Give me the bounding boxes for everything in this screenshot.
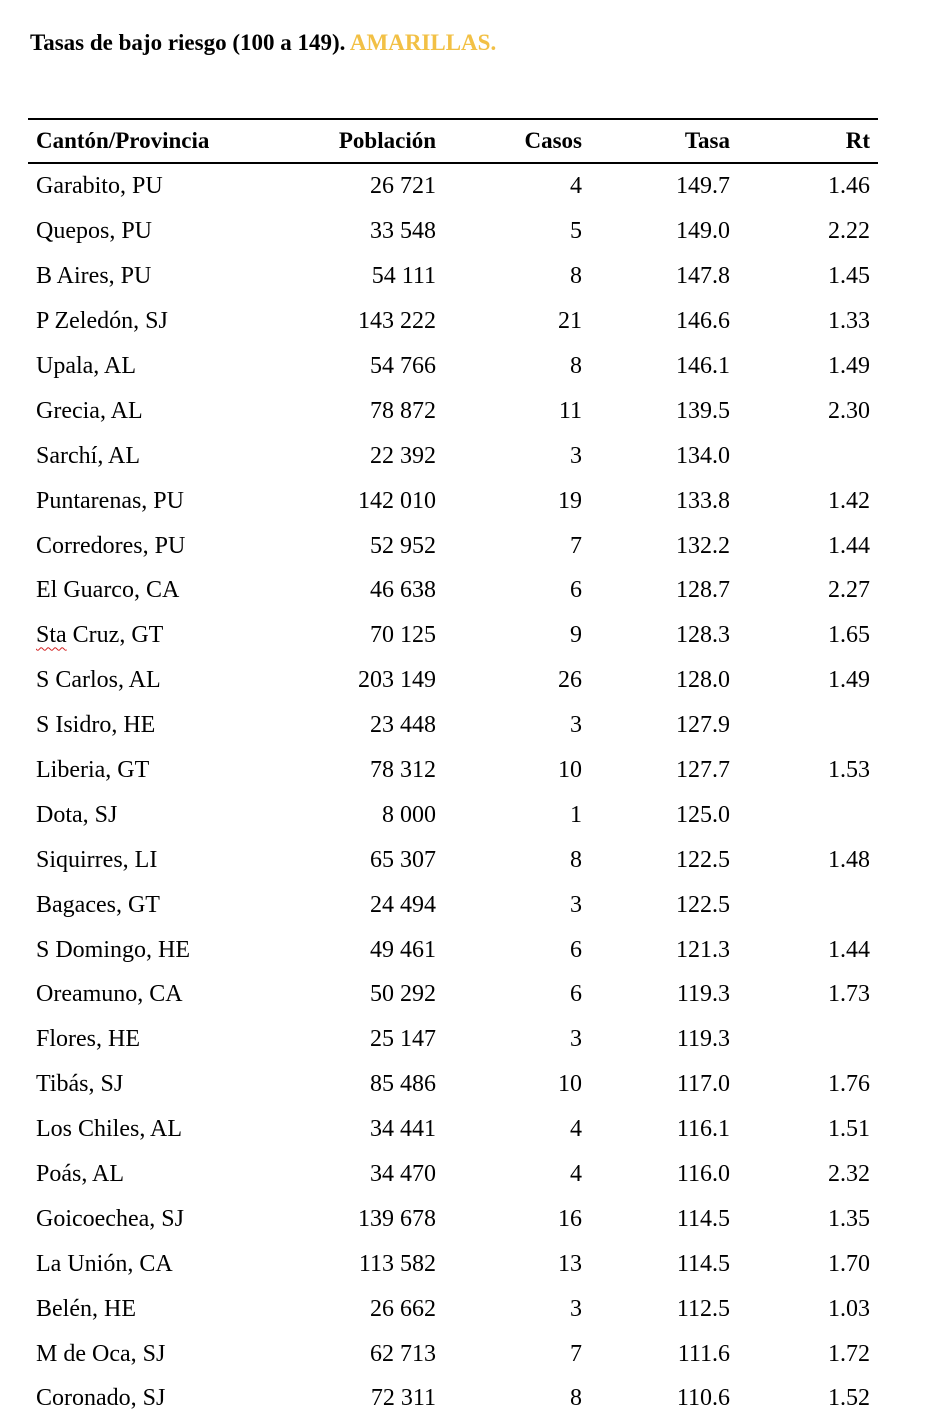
cell-casos: 3 <box>570 1295 582 1322</box>
cell-tasa: 119.3 <box>676 1026 730 1053</box>
cell-tasa: 146.1 <box>676 353 730 379</box>
table-header <box>28 119 878 163</box>
header-rt: Rt <box>845 128 870 153</box>
cell-rt: 1.44 <box>828 936 870 963</box>
cell-rt: 1.65 <box>828 622 870 649</box>
cell-rt: 1.72 <box>828 1340 870 1367</box>
cell-casos: 4 <box>570 1116 582 1143</box>
cell-casos: 1 <box>570 801 582 828</box>
cell-poblacion: 52 952 <box>370 532 436 559</box>
cell-poblacion: 33 548 <box>370 218 436 245</box>
table-row <box>28 478 878 523</box>
cell-casos: 6 <box>570 577 582 604</box>
cell-casos: 10 <box>558 1071 582 1098</box>
cell-tasa: 147.8 <box>676 263 730 290</box>
risk-table <box>28 118 878 1421</box>
cell-casos: 7 <box>570 1340 582 1367</box>
cell-canton: Quepos, PU <box>36 218 153 245</box>
header-tasa: Tasa <box>684 128 730 153</box>
table-row <box>28 748 878 793</box>
cell-rt: 1.76 <box>828 1071 870 1098</box>
table-row <box>28 299 878 344</box>
cell-tasa: 121.3 <box>676 936 730 963</box>
cell-rt: 1.49 <box>828 353 870 379</box>
cell-rt: 1.46 <box>828 173 870 200</box>
cell-tasa: 132.2 <box>676 532 730 559</box>
cell-poblacion: 54 766 <box>370 353 436 379</box>
cell-casos: 6 <box>570 981 582 1008</box>
cell-canton: Oreamuno, CA <box>36 981 183 1008</box>
cell-tasa: 114.5 <box>676 1205 730 1232</box>
cell-poblacion: 85 486 <box>370 1071 436 1098</box>
cell-canton: M de Oca, SJ <box>36 1340 166 1367</box>
spellcheck-word: Sta <box>36 622 67 649</box>
cell-rt: 1.42 <box>828 487 870 514</box>
cell-poblacion: 143 222 <box>358 308 436 335</box>
cell-tasa: 122.5 <box>676 846 730 873</box>
cell-rt: 1.35 <box>828 1205 870 1232</box>
cell-tasa: 119.3 <box>676 981 730 1008</box>
cell-poblacion: 23 448 <box>370 712 436 739</box>
table-row <box>28 209 878 254</box>
cell-casos: 11 <box>558 397 582 424</box>
cell-tasa: 125.0 <box>676 801 730 828</box>
table-row <box>28 523 878 568</box>
cell-poblacion: 62 713 <box>370 1340 436 1367</box>
cell-canton <box>28 613 276 658</box>
cell-poblacion: 70 125 <box>370 622 436 649</box>
cell-rt <box>730 1017 878 1062</box>
table-row <box>28 972 878 1017</box>
header-casos: Casos <box>524 128 582 153</box>
cell-rt <box>730 882 878 927</box>
cell-poblacion: 142 010 <box>358 487 436 514</box>
cell-canton: Coronado, SJ <box>36 1385 166 1412</box>
cell-poblacion: 78 872 <box>370 397 436 424</box>
cell-tasa: 127.9 <box>676 712 730 739</box>
cell-canton: B Aires, PU <box>36 263 152 290</box>
cell-canton: S Carlos, AL <box>36 667 161 694</box>
cell-tasa: 134.0 <box>676 442 730 469</box>
cell-rt: 2.32 <box>828 1161 870 1188</box>
cell-canton: El Guarco, CA <box>36 577 180 604</box>
cell-tasa: 149.7 <box>676 173 730 200</box>
cell-casos: 3 <box>570 442 582 469</box>
cell-tasa: 116.1 <box>676 1116 730 1143</box>
cell-canton: Poás, AL <box>36 1161 125 1188</box>
cell-rt: 1.49 <box>828 667 870 694</box>
cell-tasa: 133.8 <box>676 487 730 514</box>
table-row <box>28 837 878 882</box>
cell-canton: Tibás, SJ <box>36 1071 124 1098</box>
cell-tasa: 146.6 <box>676 308 730 335</box>
cell-poblacion: 26 662 <box>370 1295 436 1322</box>
cell-poblacion: 139 678 <box>358 1205 436 1232</box>
risk-table-container <box>28 118 878 1421</box>
cell-canton: Los Chiles, AL <box>36 1116 183 1143</box>
cell-poblacion: 26 721 <box>370 173 436 200</box>
cell-rt: 1.52 <box>828 1385 870 1412</box>
cell-canton: La Unión, CA <box>36 1250 173 1277</box>
table-row <box>28 1331 878 1376</box>
cell-casos: 8 <box>570 1385 582 1412</box>
title-accent: AMARILLAS. <box>349 30 497 55</box>
cell-rt: 1.44 <box>828 532 870 559</box>
cell-poblacion: 65 307 <box>370 846 436 873</box>
cell-tasa: 114.5 <box>676 1250 730 1277</box>
cell-tasa: 117.0 <box>676 1071 730 1098</box>
table-row <box>28 388 878 433</box>
table-row <box>28 1241 878 1286</box>
cell-rt: 1.73 <box>828 981 870 1008</box>
cell-tasa: 110.6 <box>676 1385 730 1412</box>
cell-casos: 6 <box>570 936 582 963</box>
cell-casos: 19 <box>558 487 582 514</box>
cell-casos: 9 <box>570 622 582 649</box>
table-row <box>28 1286 878 1331</box>
cell-rt: 1.51 <box>828 1116 870 1143</box>
cell-canton: S Domingo, HE <box>36 936 191 963</box>
cell-tasa: 127.7 <box>676 757 730 784</box>
cell-tasa: 111.6 <box>677 1340 730 1367</box>
table-row <box>28 927 878 972</box>
cell-tasa: 112.5 <box>676 1295 730 1322</box>
cell-poblacion: 22 392 <box>370 442 436 469</box>
cell-poblacion: 72 311 <box>370 1385 436 1412</box>
cell-rt <box>730 433 878 478</box>
table-row <box>28 703 878 748</box>
cell-tasa: 139.5 <box>676 397 730 424</box>
cell-rt: 1.45 <box>828 263 870 290</box>
cell-poblacion: 49 461 <box>370 936 436 963</box>
table-row <box>28 1196 878 1241</box>
cell-tasa: 128.3 <box>676 622 730 649</box>
cell-rt: 2.22 <box>828 218 870 245</box>
cell-poblacion: 25 147 <box>370 1026 436 1053</box>
cell-poblacion: 24 494 <box>370 891 436 918</box>
cell-rt: 1.03 <box>828 1295 870 1322</box>
cell-casos: 16 <box>558 1205 582 1232</box>
cell-casos: 5 <box>570 218 582 245</box>
header-poblacion: Población <box>338 128 436 153</box>
cell-canton: Belén, HE <box>36 1295 136 1322</box>
cell-casos: 4 <box>570 173 582 200</box>
table-body <box>28 163 878 1421</box>
cell-canton: Puntarenas, PU <box>36 487 184 514</box>
cell-tasa: 128.0 <box>676 667 730 694</box>
table-row <box>28 792 878 837</box>
cell-poblacion: 34 470 <box>370 1161 436 1188</box>
cell-casos: 21 <box>558 308 582 335</box>
cell-canton: Corredores, PU <box>36 532 186 559</box>
cell-casos: 8 <box>570 846 582 873</box>
table-row <box>28 1376 878 1421</box>
cell-canton: Upala, AL <box>36 353 136 379</box>
cell-rt: 1.53 <box>828 757 870 784</box>
cell-poblacion: 34 441 <box>370 1116 436 1143</box>
cell-canton: Grecia, AL <box>36 397 143 424</box>
cell-tasa: 149.0 <box>676 218 730 245</box>
cell-casos: 8 <box>570 263 582 290</box>
header-row <box>28 119 878 163</box>
cell-casos: 10 <box>558 757 582 784</box>
cell-poblacion: 78 312 <box>370 757 436 784</box>
cell-casos: 4 <box>570 1161 582 1188</box>
cell-canton: P Zeledón, SJ <box>36 308 168 335</box>
canton-rest: Cruz, GT <box>66 622 164 649</box>
cell-canton: Bagaces, GT <box>36 891 160 918</box>
cell-rt: 1.70 <box>828 1250 870 1277</box>
cell-tasa: 122.5 <box>676 891 730 918</box>
table-row <box>28 882 878 927</box>
cell-canton: Dota, SJ <box>36 801 118 828</box>
table-row <box>28 1152 878 1197</box>
cell-canton: Siquirres, LI <box>36 846 158 873</box>
cell-rt: 2.27 <box>828 577 870 604</box>
page-title <box>30 30 496 56</box>
table-row <box>28 433 878 478</box>
cell-poblacion: 50 292 <box>370 981 436 1008</box>
cell-canton: Liberia, GT <box>36 757 150 784</box>
cell-poblacion: 203 149 <box>358 667 436 694</box>
cell-casos: 26 <box>558 667 582 694</box>
cell-canton: Goicoechea, SJ <box>36 1205 184 1232</box>
cell-tasa: 116.0 <box>676 1161 730 1188</box>
table-row <box>28 254 878 299</box>
table-row <box>28 1017 878 1062</box>
cell-casos: 7 <box>570 532 582 559</box>
cell-poblacion: 54 111 <box>371 263 436 290</box>
cell-casos: 8 <box>570 353 582 379</box>
cell-rt <box>730 792 878 837</box>
title-main: Tasas de bajo riesgo (100 a 149). <box>30 30 350 55</box>
table-row <box>28 568 878 613</box>
cell-canton: S Isidro, HE <box>36 712 156 739</box>
cell-casos: 13 <box>558 1250 582 1277</box>
cell-canton: Sarchí, AL <box>36 442 140 469</box>
cell-poblacion: 8 000 <box>382 801 436 828</box>
cell-canton: Flores, HE <box>36 1026 140 1053</box>
cell-rt: 2.30 <box>828 397 870 424</box>
table-row <box>28 1062 878 1107</box>
table-row <box>28 163 878 209</box>
cell-poblacion: 46 638 <box>370 577 436 604</box>
cell-canton: Garabito, PU <box>36 173 163 200</box>
header-canton: Cantón/Provincia <box>36 128 210 153</box>
cell-poblacion: 113 582 <box>358 1250 436 1277</box>
cell-rt: 1.33 <box>828 308 870 335</box>
cell-casos: 3 <box>570 1026 582 1053</box>
table-row <box>28 344 878 389</box>
cell-rt: 1.48 <box>828 846 870 873</box>
table-row <box>28 658 878 703</box>
table-row <box>28 613 878 658</box>
table-row <box>28 1107 878 1152</box>
cell-tasa: 128.7 <box>676 577 730 604</box>
cell-rt <box>730 703 878 748</box>
cell-casos: 3 <box>570 891 582 918</box>
cell-casos: 3 <box>570 712 582 739</box>
